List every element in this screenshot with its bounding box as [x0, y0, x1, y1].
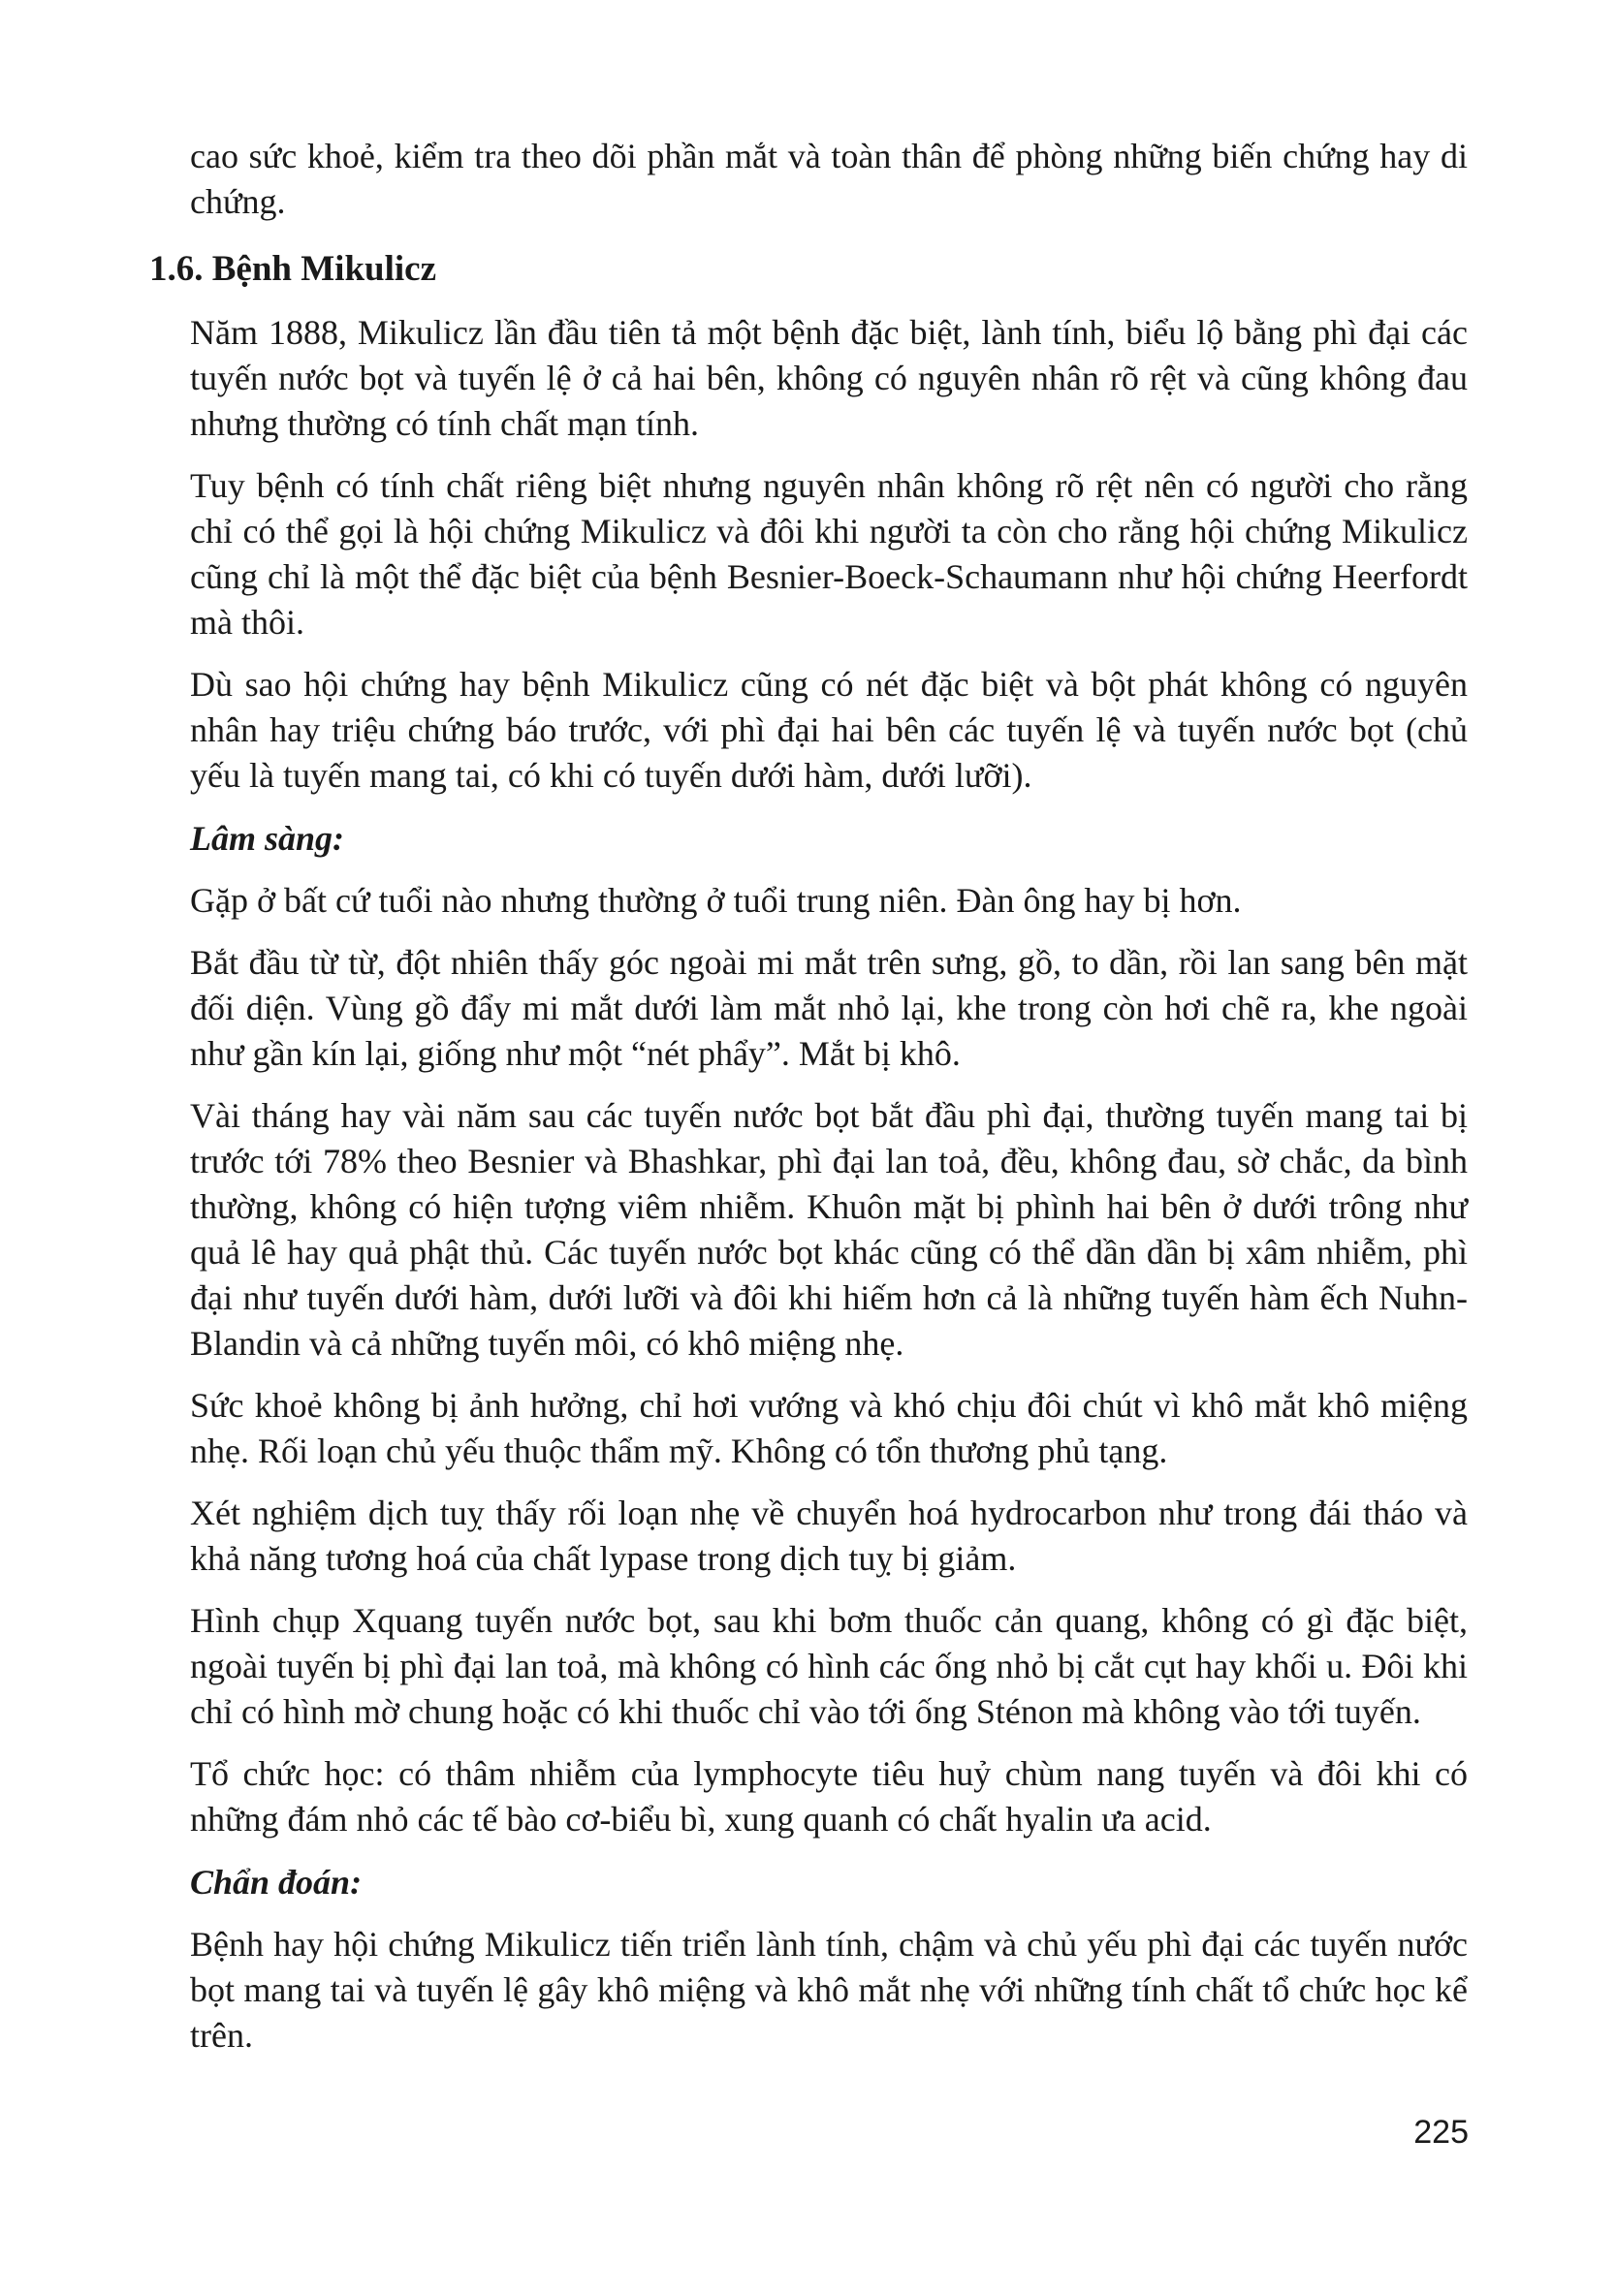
section-heading: 1.6. Bệnh Mikulicz — [149, 249, 437, 289]
section-paragraph-2: Tuy bệnh có tính chất riêng biệt nhưng nguyên nhân không rõ rệt nên có người cho rằng chỉ có thể gọi là hội chứng Mikulicz và đôi khi người ta còn cho rằng hội chứng Mikulicz cũng chỉ là một thể đặc biệt của bệnh Besnier-Boeck-Schaumann như hội chứng Heerfordt mà thôi. — [190, 466, 1468, 642]
clinical-paragraph-1: Gặp ở bất cứ tuổi nào nhưng thường ở tuổi trung niên. Đàn ông hay bị hơn. — [190, 881, 1242, 920]
section-paragraph-3: Dù sao hội chứng hay bệnh Mikulicz cũng có nét đặc biệt và bột phát không có nguyên nhân hay triệu chứng báo trước, với phì đại hai bên các tuyến lệ và tuyến nước bọt (chủ yếu là tuyến mang tai, có khi có tuyến dưới hàm, dưới lưỡi). — [190, 665, 1468, 795]
clinical-paragraph-5: Xét nghiệm dịch tuỵ thấy rối loạn nhẹ về chuyển hoá hydrocarbon như trong đái tháo và khả năng tương hoá của chất lypase trong dịch tuỵ bị giảm. — [190, 1494, 1468, 1578]
section-paragraph-1: Năm 1888, Mikulicz lần đầu tiên tả một bệnh đặc biệt, lành tính, biểu lộ bằng phì đại các tuyến nước bọt và tuyến lệ ở cả hai bên, không có nguyên nhân rõ rệt và cũng không đau nhưng thường có tính chất mạn tính. — [190, 313, 1468, 443]
clinical-paragraph-2: Bắt đầu từ từ, đột nhiên thấy góc ngoài mi mắt trên sưng, gồ, to dần, rồi lan sang bên mặt đối diện. Vùng gồ đẩy mi mắt dưới làm mắt nhỏ lại, khe trong còn hơi chẽ ra, khe ngoài như gần kín lại, giống như một “nét phẩy”. Mắt bị khô. — [190, 943, 1468, 1073]
page-content — [149, 134, 1468, 2059]
clinical-paragraph-7: Tổ chức học: có thâm nhiễm của lymphocyte tiêu huỷ chùm nang tuyến và đôi khi có những đám nhỏ các tế bào cơ-biểu bì, xung quanh có chất hyalin ưa acid. — [190, 1754, 1468, 1839]
clinical-paragraph-6: Hình chụp Xquang tuyến nước bọt, sau khi bơm thuốc cản quang, không có gì đặc biệt, ngoài tuyến bị phì đại lan toả, mà không có hình các ống nhỏ bị cắt cụt hay khối u. Đôi khi chỉ có hình mờ chung hoặc có khi thuốc chỉ vào tới ống Sténon mà không vào tới tuyến. — [190, 1601, 1468, 1731]
diagnosis-paragraph-1: Bệnh hay hội chứng Mikulicz tiến triển lành tính, chậm và chủ yếu phì đại các tuyến nước bọt mang tai và tuyến lệ gây khô miệng và khô mắt nhẹ với những tính chất tổ chức học kể trên. — [190, 1925, 1468, 2055]
intro-paragraph: cao sức khoẻ, kiểm tra theo dõi phần mắt và toàn thân để phòng những biến chứng hay di chứng. — [190, 137, 1468, 221]
page-number: 225 — [1413, 2114, 1469, 2151]
diagnosis-subheading: Chẩn đoán: — [190, 1863, 363, 1902]
clinical-subheading: Lâm sàng: — [190, 819, 345, 858]
clinical-paragraph-4: Sức khoẻ không bị ảnh hưởng, chỉ hơi vướng và khó chịu đôi chút vì khô mắt khô miệng nhẹ. Rối loạn chủ yếu thuộc thẩm mỹ. Không có tổn thương phủ tạng. — [190, 1386, 1468, 1470]
clinical-paragraph-3: Vài tháng hay vài năm sau các tuyến nước bọt bắt đầu phì đại, thường tuyến mang tai bị trước tới 78% theo Besnier và Bhashkar, phì đại lan toả, đều, không đau, sờ chắc, da bình thường, không có hiện tượng viêm nhiễm. Khuôn mặt bị phình hai bên ở dưới trông như quả lê hay quả phật thủ. Các tuyến nước bọt khác cũng có thể dần dần bị xâm nhiễm, phì đại như tuyến dưới hàm, dưới lưỡi và đôi khi hiếm hơn cả là những tuyến hàm ếch Nuhn-Blandin và cả những tuyến môi, có khô miệng nhẹ. — [190, 1096, 1468, 1363]
